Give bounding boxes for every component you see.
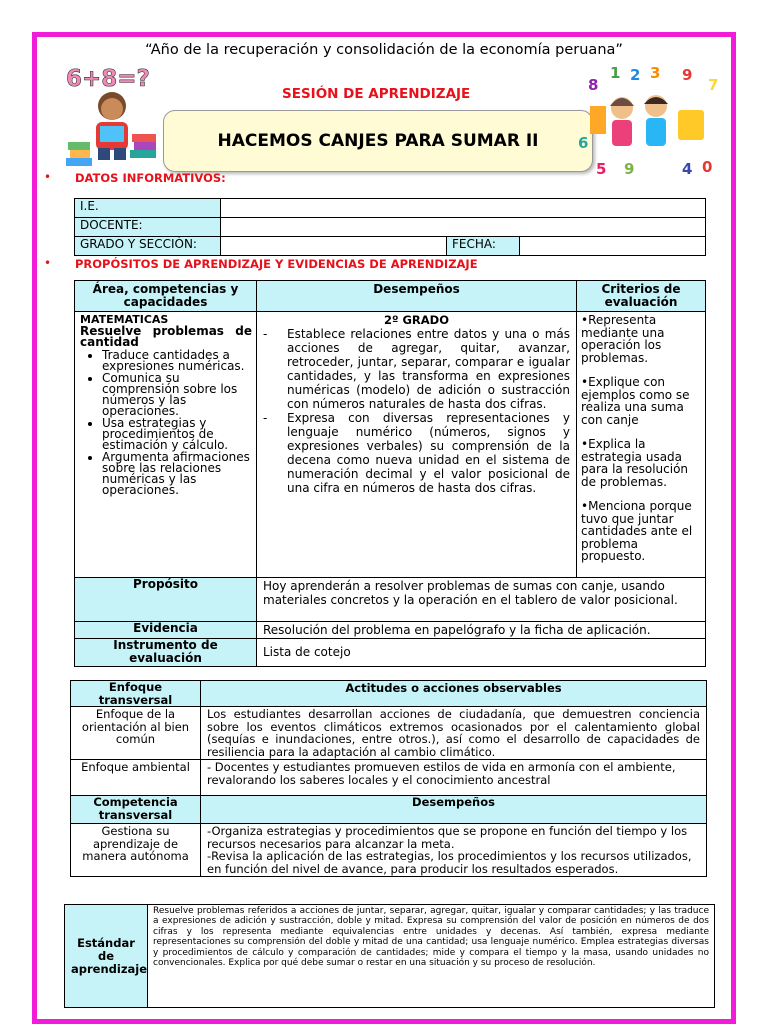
svg-text:5: 5 (596, 160, 607, 178)
svg-text:0: 0 (702, 158, 713, 176)
approach-text: Los estudiantes desarrollan acciones de ciudadanía, que demuestren conciencia sobre los eventos climáticos extremos ocasionados por el calentamiento global (sequías e inundaciones, entre otros.), así como el desarrollo de capacidades de resiliencia para la adaptación al cambio climático. (201, 707, 707, 760)
evidence-value: Resolución del problema en papelógrafo y la ficha de aplicación. (257, 621, 706, 638)
docente-label: DOCENTE: (75, 218, 221, 237)
area-name: MATEMATICAS (80, 313, 169, 326)
grado-label: GRADO Y SECCIÓN: (75, 237, 221, 256)
bullet: • (44, 170, 52, 184)
fecha-value[interactable] (520, 237, 706, 256)
evidence-label: Evidencia (75, 621, 257, 638)
title-banner (163, 110, 593, 172)
standard-table (64, 904, 715, 1008)
approaches-table (70, 680, 707, 877)
header-desempenos: Desempeños (257, 281, 577, 312)
approach-text: - Docentes y estudiantes promueven estilos de vida en armonía con el ambiente, revalorando los saberes locales y el conocimiento ancestral (201, 760, 707, 796)
purposes-table (74, 280, 706, 667)
criteria-cell (577, 312, 706, 578)
svg-text:9: 9 (624, 160, 635, 178)
approach-name: Enfoque de la orientación al bien común (71, 707, 201, 760)
capacity-item: • Usa estrategias y procedimientos de estimación y cálculo. (102, 418, 251, 451)
docente-value[interactable] (221, 218, 706, 237)
transversal-performances (201, 824, 707, 877)
standard-label: Estándar de aprendizaje (65, 905, 148, 1008)
children-numbers-illustration (574, 66, 724, 178)
fecha-label: FECHA: (447, 237, 520, 256)
capacities-list (102, 350, 251, 496)
section-propositos: PROPÓSITOS DE APRENDIZAJE Y EVIDENCIAS DE APRENDIZAJE (75, 257, 478, 271)
purpose-label: Propósito (75, 577, 257, 621)
performances-cell (257, 312, 577, 578)
instrument-label: Instrumento de evaluación (75, 638, 257, 666)
equation-text: 6+8=? (66, 66, 150, 92)
competence-cell (75, 312, 257, 578)
transversal-line: -Organiza estrategias y procedimientos que se propone en función del tiempo y los recursos necesarios para alcanzar la meta. (207, 824, 688, 851)
info-table (74, 198, 706, 256)
motto: “Año de la recuperación y consolidación de la economía peruana” (145, 42, 623, 58)
transversal-competence: Gestiona su aprendizaje de manera autónoma (71, 824, 201, 877)
ie-value[interactable] (221, 199, 706, 218)
header-desempenos-transversal: Desempeños (201, 796, 707, 824)
svg-text:4: 4 (682, 160, 693, 178)
header-area: Área, competencias y capacidades (75, 281, 257, 312)
instrument-value: Lista de cotejo (257, 638, 706, 666)
criterion-item: •Explique con ejemplos como se realiza una suma con canje (581, 375, 690, 427)
criterion-item: •Representa mediante una operación los problemas. (581, 313, 665, 365)
approach-name: Enfoque ambiental (71, 760, 201, 796)
purpose-value: Hoy aprenderán a resolver problemas de sumas con canje, usando materiales concretos y la operación en el tablero de valor posicional. (257, 577, 706, 621)
criterion-item: •Explica la estrategia usada para la resolución de problemas. (581, 437, 689, 489)
svg-text:3: 3 (650, 66, 661, 82)
transversal-line: -Revisa la aplicación de las estrategias, los procedimientos y los recursos utilizados, en función del nivel de avance, para producir los resultados esperados. (207, 849, 692, 876)
performance-item: - Establece relaciones entre datos y una o más acciones de agregar, quitar, avanzar, retroceder, juntar, separar, comparar e igualar cantidades, y las transforma en expresiones numéricas (modelo) de adición o sustracción con números naturales de hasta dos cifras. (263, 327, 570, 411)
grado-value[interactable] (221, 237, 447, 256)
capacity-item: • Traduce cantidades a expresiones numéricas. (102, 350, 251, 372)
capacity-item: • Argumenta afirmaciones sobre las relaciones numéricas y las operaciones. (102, 452, 251, 496)
header-actitudes: Actitudes o acciones observables (201, 681, 707, 707)
grade-label: 2º GRADO (383, 313, 449, 327)
criterion-item: •Menciona porque tuvo que juntar cantidades ante el problema propuesto. (581, 499, 693, 563)
session-label: SESIÓN DE APRENDIZAJE (282, 86, 471, 102)
header-competencia: Competencia transversal (71, 796, 201, 824)
session-title: HACEMOS CANJES PARA SUMAR II (217, 131, 539, 151)
standard-text: Resuelve problemas referidos a acciones de juntar, separar, agregar, quitar, igualar y comparar cantidades; y las traduce a expresiones de adición y sustracción, doble y mitad. Expresa su comprensión del valor de posición en números de dos cifras y los representa mediante equivalencias entre unidades y decenas. Así también, expresa mediante representaciones su comprensión del doble y mitad de una cantidad; usa lenguaje numérico. Emplea estrategias diversas y procedimientos de cálculo y comparación de cantidades; mide y compara el tiempo y la masa, usando unidades no convencionales. Explica por qué debe sumar o restar en una situación y su proceso de resolución. (148, 905, 715, 1008)
svg-text:6: 6 (578, 134, 589, 152)
header-criterios: Criterios de evaluación (577, 281, 706, 312)
svg-text:9: 9 (682, 66, 693, 84)
child-reading-illustration (64, 62, 164, 170)
svg-text:8: 8 (588, 76, 599, 94)
section-datos-informativos: DATOS INFORMATIVOS: (75, 171, 226, 185)
competence-name: Resuelve problemas de cantidad (80, 324, 252, 349)
ie-label: I.E. (75, 199, 221, 218)
header-enfoque: Enfoque transversal (71, 681, 201, 707)
capacity-item: • Comunica su comprensión sobre los números y las operaciones. (102, 373, 251, 417)
svg-text:1: 1 (610, 66, 621, 82)
svg-text:2: 2 (630, 66, 641, 84)
svg-text:7: 7 (708, 76, 719, 94)
performance-item: - Expresa con diversas representaciones y lenguaje numérico (números, signos y expresiones verbales) su comprensión de la decena como nueva unidad en el sistema de numeración decimal y el valor posicional de una cifra en números de hasta dos cifras. (263, 411, 570, 495)
bullet: • (44, 256, 52, 270)
